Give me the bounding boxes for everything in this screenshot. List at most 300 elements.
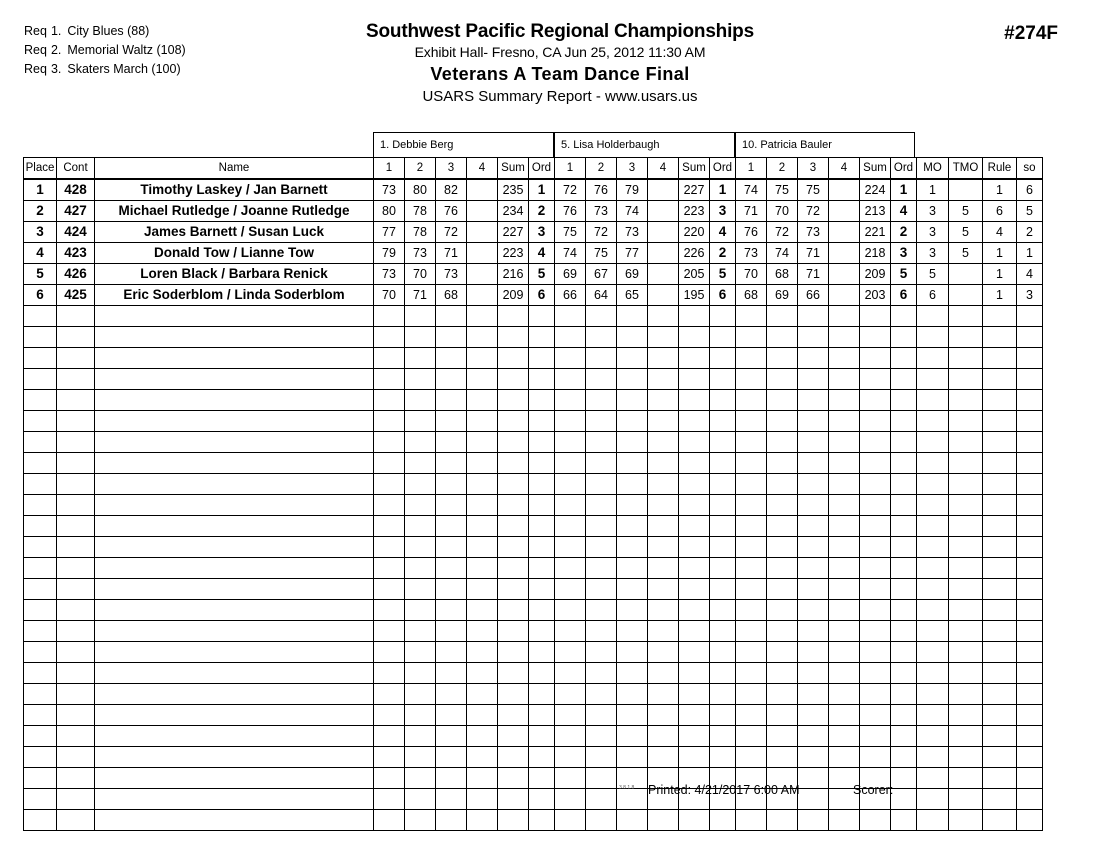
- cell-score[interactable]: [467, 243, 498, 264]
- cell-empty[interactable]: [467, 663, 498, 684]
- cell-empty[interactable]: [498, 495, 529, 516]
- cell-sum[interactable]: 235: [498, 179, 529, 201]
- cell-empty[interactable]: [829, 705, 860, 726]
- cell-empty[interactable]: [917, 390, 949, 411]
- cell-empty[interactable]: [736, 810, 767, 831]
- cell-empty[interactable]: [467, 369, 498, 390]
- cell-rule[interactable]: 4: [983, 222, 1017, 243]
- cell-empty[interactable]: [374, 327, 405, 348]
- cell-empty[interactable]: [679, 621, 710, 642]
- cell-empty[interactable]: [405, 474, 436, 495]
- cell-empty[interactable]: [767, 810, 798, 831]
- cell-empty[interactable]: [95, 495, 374, 516]
- cell-empty[interactable]: [891, 474, 917, 495]
- cell-empty[interactable]: [57, 516, 95, 537]
- cell-empty[interactable]: [798, 747, 829, 768]
- cell-empty[interactable]: [767, 705, 798, 726]
- cell-empty[interactable]: [529, 663, 555, 684]
- cell-empty[interactable]: [1017, 621, 1043, 642]
- cell-empty[interactable]: [24, 600, 57, 621]
- cell-score[interactable]: [829, 285, 860, 306]
- cell-empty[interactable]: [679, 474, 710, 495]
- cell-empty[interactable]: [467, 705, 498, 726]
- cell-empty[interactable]: [586, 453, 617, 474]
- cell-sum[interactable]: 227: [679, 179, 710, 201]
- cell-empty[interactable]: [57, 600, 95, 621]
- cell-empty[interactable]: [917, 810, 949, 831]
- cell-empty[interactable]: [95, 453, 374, 474]
- cell-empty[interactable]: [891, 579, 917, 600]
- cell-empty[interactable]: [617, 453, 648, 474]
- cell-empty[interactable]: [860, 474, 891, 495]
- cell-empty[interactable]: [529, 810, 555, 831]
- cell-empty[interactable]: [617, 600, 648, 621]
- cell-empty[interactable]: [374, 369, 405, 390]
- cell-rule[interactable]: 1: [983, 285, 1017, 306]
- cell-cont[interactable]: 428: [57, 179, 95, 201]
- cell-empty[interactable]: [617, 537, 648, 558]
- cell-empty[interactable]: [798, 474, 829, 495]
- cell-score[interactable]: [829, 243, 860, 264]
- cell-empty[interactable]: [617, 705, 648, 726]
- cell-empty[interactable]: [983, 663, 1017, 684]
- cell-rule[interactable]: 6: [983, 201, 1017, 222]
- cell-empty[interactable]: [374, 537, 405, 558]
- cell-empty[interactable]: [467, 495, 498, 516]
- cell-empty[interactable]: [617, 390, 648, 411]
- cell-empty[interactable]: [1017, 348, 1043, 369]
- cell-empty[interactable]: [917, 516, 949, 537]
- cell-score[interactable]: [648, 243, 679, 264]
- cell-empty[interactable]: [1017, 474, 1043, 495]
- cell-empty[interactable]: [617, 516, 648, 537]
- cell-empty[interactable]: [710, 621, 736, 642]
- cell-empty[interactable]: [586, 474, 617, 495]
- cell-empty[interactable]: [498, 432, 529, 453]
- cell-empty[interactable]: [1017, 684, 1043, 705]
- cell-empty[interactable]: [679, 558, 710, 579]
- cell-empty[interactable]: [949, 747, 983, 768]
- cell-empty[interactable]: [467, 726, 498, 747]
- cell-empty[interactable]: [529, 705, 555, 726]
- cell-empty[interactable]: [710, 747, 736, 768]
- table-row[interactable]: [24, 179, 1043, 201]
- cell-empty[interactable]: [648, 327, 679, 348]
- cell-empty[interactable]: [586, 558, 617, 579]
- cell-empty[interactable]: [1017, 306, 1043, 327]
- cell-empty[interactable]: [555, 684, 586, 705]
- table-row-empty[interactable]: [24, 747, 1043, 768]
- cell-empty[interactable]: [949, 579, 983, 600]
- cell-empty[interactable]: [374, 474, 405, 495]
- cell-name[interactable]: Donald Tow / Lianne Tow: [95, 243, 374, 264]
- cell-empty[interactable]: [767, 474, 798, 495]
- cell-score[interactable]: 75: [798, 179, 829, 201]
- cell-empty[interactable]: [529, 390, 555, 411]
- cell-empty[interactable]: [829, 810, 860, 831]
- cell-empty[interactable]: [529, 747, 555, 768]
- cell-score[interactable]: 72: [798, 201, 829, 222]
- cell-empty[interactable]: [829, 495, 860, 516]
- cell-empty[interactable]: [529, 411, 555, 432]
- cell-empty[interactable]: [983, 705, 1017, 726]
- cell-empty[interactable]: [586, 621, 617, 642]
- cell-empty[interactable]: [798, 432, 829, 453]
- cell-empty[interactable]: [679, 579, 710, 600]
- cell-empty[interactable]: [917, 453, 949, 474]
- cell-empty[interactable]: [798, 516, 829, 537]
- cell-empty[interactable]: [679, 747, 710, 768]
- cell-name[interactable]: James Barnett / Susan Luck: [95, 222, 374, 243]
- cell-empty[interactable]: [467, 390, 498, 411]
- cell-empty[interactable]: [710, 663, 736, 684]
- cell-ord[interactable]: 6: [710, 285, 736, 306]
- cell-empty[interactable]: [498, 474, 529, 495]
- cell-empty[interactable]: [555, 369, 586, 390]
- cell-empty[interactable]: [95, 642, 374, 663]
- cell-empty[interactable]: [436, 726, 467, 747]
- cell-empty[interactable]: [949, 810, 983, 831]
- cell-score[interactable]: 80: [374, 201, 405, 222]
- cell-score[interactable]: 78: [405, 222, 436, 243]
- cell-empty[interactable]: [767, 411, 798, 432]
- table-row-empty[interactable]: [24, 306, 1043, 327]
- cell-empty[interactable]: [1017, 537, 1043, 558]
- cell-empty[interactable]: [949, 705, 983, 726]
- cell-empty[interactable]: [1017, 747, 1043, 768]
- cell-empty[interactable]: [891, 747, 917, 768]
- cell-empty[interactable]: [1017, 810, 1043, 831]
- cell-cont[interactable]: 427: [57, 201, 95, 222]
- cell-empty[interactable]: [95, 663, 374, 684]
- cell-empty[interactable]: [555, 453, 586, 474]
- cell-empty[interactable]: [983, 306, 1017, 327]
- cell-empty[interactable]: [555, 495, 586, 516]
- cell-empty[interactable]: [983, 621, 1017, 642]
- cell-empty[interactable]: [798, 810, 829, 831]
- table-row-empty[interactable]: [24, 390, 1043, 411]
- cell-empty[interactable]: [679, 369, 710, 390]
- cell-empty[interactable]: [949, 663, 983, 684]
- cell-empty[interactable]: [917, 705, 949, 726]
- cell-empty[interactable]: [891, 663, 917, 684]
- cell-empty[interactable]: [736, 348, 767, 369]
- cell-empty[interactable]: [586, 684, 617, 705]
- table-row-empty[interactable]: [24, 516, 1043, 537]
- cell-empty[interactable]: [1017, 726, 1043, 747]
- cell-empty[interactable]: [555, 516, 586, 537]
- cell-score[interactable]: [648, 285, 679, 306]
- cell-empty[interactable]: [95, 369, 374, 390]
- cell-empty[interactable]: [555, 537, 586, 558]
- cell-empty[interactable]: [436, 663, 467, 684]
- cell-empty[interactable]: [736, 579, 767, 600]
- cell-empty[interactable]: [405, 537, 436, 558]
- cell-empty[interactable]: [860, 663, 891, 684]
- cell-empty[interactable]: [860, 369, 891, 390]
- cell-empty[interactable]: [57, 537, 95, 558]
- cell-empty[interactable]: [555, 663, 586, 684]
- cell-empty[interactable]: [829, 411, 860, 432]
- cell-score[interactable]: [467, 264, 498, 285]
- cell-empty[interactable]: [648, 579, 679, 600]
- cell-empty[interactable]: [891, 642, 917, 663]
- cell-empty[interactable]: [917, 747, 949, 768]
- cell-empty[interactable]: [798, 369, 829, 390]
- cell-empty[interactable]: [829, 684, 860, 705]
- cell-empty[interactable]: [57, 306, 95, 327]
- cell-empty[interactable]: [917, 348, 949, 369]
- cell-empty[interactable]: [891, 726, 917, 747]
- cell-empty[interactable]: [983, 558, 1017, 579]
- cell-sum[interactable]: 195: [679, 285, 710, 306]
- cell-score[interactable]: 70: [736, 264, 767, 285]
- cell-empty[interactable]: [917, 327, 949, 348]
- cell-empty[interactable]: [586, 495, 617, 516]
- table-row-empty[interactable]: [24, 474, 1043, 495]
- cell-empty[interactable]: [498, 747, 529, 768]
- cell-score[interactable]: 71: [798, 264, 829, 285]
- cell-empty[interactable]: [648, 474, 679, 495]
- cell-empty[interactable]: [374, 642, 405, 663]
- cell-empty[interactable]: [57, 495, 95, 516]
- cell-ord[interactable]: 3: [710, 201, 736, 222]
- cell-empty[interactable]: [405, 663, 436, 684]
- cell-empty[interactable]: [374, 348, 405, 369]
- cell-empty[interactable]: [57, 327, 95, 348]
- cell-empty[interactable]: [529, 432, 555, 453]
- cell-score[interactable]: 69: [555, 264, 586, 285]
- cell-sum[interactable]: 226: [679, 243, 710, 264]
- cell-sum[interactable]: 224: [860, 179, 891, 201]
- cell-empty[interactable]: [767, 348, 798, 369]
- cell-empty[interactable]: [798, 684, 829, 705]
- cell-empty[interactable]: [891, 684, 917, 705]
- cell-score[interactable]: 73: [736, 243, 767, 264]
- cell-empty[interactable]: [710, 474, 736, 495]
- cell-empty[interactable]: [648, 642, 679, 663]
- cell-empty[interactable]: [949, 495, 983, 516]
- cell-empty[interactable]: [891, 495, 917, 516]
- cell-empty[interactable]: [555, 411, 586, 432]
- cell-empty[interactable]: [829, 327, 860, 348]
- cell-empty[interactable]: [949, 369, 983, 390]
- cell-empty[interactable]: [617, 327, 648, 348]
- cell-empty[interactable]: [555, 474, 586, 495]
- cell-tmo[interactable]: 5: [949, 201, 983, 222]
- cell-empty[interactable]: [710, 810, 736, 831]
- cell-empty[interactable]: [798, 621, 829, 642]
- cell-empty[interactable]: [24, 642, 57, 663]
- cell-empty[interactable]: [798, 306, 829, 327]
- cell-empty[interactable]: [917, 306, 949, 327]
- cell-score[interactable]: 76: [555, 201, 586, 222]
- cell-empty[interactable]: [829, 579, 860, 600]
- cell-empty[interactable]: [917, 621, 949, 642]
- cell-sum[interactable]: 221: [860, 222, 891, 243]
- cell-empty[interactable]: [529, 684, 555, 705]
- cell-empty[interactable]: [949, 537, 983, 558]
- cell-empty[interactable]: [586, 369, 617, 390]
- cell-empty[interactable]: [374, 705, 405, 726]
- cell-empty[interactable]: [736, 642, 767, 663]
- cell-empty[interactable]: [767, 726, 798, 747]
- cell-empty[interactable]: [736, 600, 767, 621]
- cell-empty[interactable]: [498, 600, 529, 621]
- cell-empty[interactable]: [374, 726, 405, 747]
- cell-so[interactable]: 6: [1017, 179, 1043, 201]
- cell-so[interactable]: 4: [1017, 264, 1043, 285]
- cell-empty[interactable]: [767, 600, 798, 621]
- cell-tmo[interactable]: 5: [949, 243, 983, 264]
- cell-empty[interactable]: [860, 495, 891, 516]
- cell-empty[interactable]: [983, 810, 1017, 831]
- cell-score[interactable]: [648, 179, 679, 201]
- cell-empty[interactable]: [648, 621, 679, 642]
- cell-empty[interactable]: [24, 558, 57, 579]
- cell-empty[interactable]: [586, 810, 617, 831]
- cell-empty[interactable]: [24, 327, 57, 348]
- table-row[interactable]: [24, 243, 1043, 264]
- cell-so[interactable]: 3: [1017, 285, 1043, 306]
- cell-empty[interactable]: [648, 411, 679, 432]
- table-row-empty[interactable]: [24, 642, 1043, 663]
- cell-score[interactable]: 71: [798, 243, 829, 264]
- cell-empty[interactable]: [983, 411, 1017, 432]
- cell-ord[interactable]: 2: [891, 222, 917, 243]
- cell-empty[interactable]: [679, 453, 710, 474]
- cell-empty[interactable]: [374, 684, 405, 705]
- cell-score[interactable]: 77: [617, 243, 648, 264]
- cell-sum[interactable]: 220: [679, 222, 710, 243]
- cell-empty[interactable]: [24, 432, 57, 453]
- cell-empty[interactable]: [498, 621, 529, 642]
- cell-so[interactable]: 1: [1017, 243, 1043, 264]
- cell-empty[interactable]: [736, 558, 767, 579]
- cell-empty[interactable]: [949, 411, 983, 432]
- cell-score[interactable]: [467, 285, 498, 306]
- cell-empty[interactable]: [555, 621, 586, 642]
- cell-empty[interactable]: [467, 600, 498, 621]
- cell-empty[interactable]: [710, 453, 736, 474]
- cell-empty[interactable]: [860, 600, 891, 621]
- cell-empty[interactable]: [679, 432, 710, 453]
- cell-score[interactable]: [467, 179, 498, 201]
- cell-empty[interactable]: [829, 348, 860, 369]
- table-row[interactable]: [24, 201, 1043, 222]
- cell-empty[interactable]: [24, 726, 57, 747]
- cell-empty[interactable]: [917, 474, 949, 495]
- cell-empty[interactable]: [648, 537, 679, 558]
- cell-ord[interactable]: 1: [891, 179, 917, 201]
- cell-mo[interactable]: 3: [917, 201, 949, 222]
- cell-score[interactable]: [829, 222, 860, 243]
- cell-empty[interactable]: [736, 390, 767, 411]
- cell-empty[interactable]: [95, 348, 374, 369]
- cell-empty[interactable]: [648, 684, 679, 705]
- cell-empty[interactable]: [586, 516, 617, 537]
- cell-empty[interactable]: [405, 348, 436, 369]
- cell-empty[interactable]: [617, 810, 648, 831]
- cell-empty[interactable]: [949, 327, 983, 348]
- cell-empty[interactable]: [467, 474, 498, 495]
- cell-empty[interactable]: [57, 810, 95, 831]
- cell-score[interactable]: 75: [767, 179, 798, 201]
- cell-empty[interactable]: [498, 663, 529, 684]
- cell-empty[interactable]: [829, 474, 860, 495]
- cell-empty[interactable]: [829, 432, 860, 453]
- cell-empty[interactable]: [736, 684, 767, 705]
- cell-empty[interactable]: [436, 474, 467, 495]
- cell-empty[interactable]: [891, 411, 917, 432]
- cell-score[interactable]: 70: [374, 285, 405, 306]
- cell-empty[interactable]: [374, 516, 405, 537]
- cell-empty[interactable]: [648, 432, 679, 453]
- table-row-empty[interactable]: [24, 726, 1043, 747]
- cell-score[interactable]: 65: [617, 285, 648, 306]
- cell-empty[interactable]: [405, 810, 436, 831]
- cell-sum[interactable]: 205: [679, 264, 710, 285]
- cell-empty[interactable]: [586, 411, 617, 432]
- cell-tmo[interactable]: [949, 285, 983, 306]
- table-row-empty[interactable]: [24, 558, 1043, 579]
- cell-empty[interactable]: [891, 516, 917, 537]
- cell-empty[interactable]: [949, 642, 983, 663]
- cell-score[interactable]: 73: [798, 222, 829, 243]
- cell-empty[interactable]: [983, 537, 1017, 558]
- cell-empty[interactable]: [467, 516, 498, 537]
- cell-empty[interactable]: [860, 684, 891, 705]
- cell-empty[interactable]: [24, 621, 57, 642]
- cell-empty[interactable]: [498, 537, 529, 558]
- cell-empty[interactable]: [436, 747, 467, 768]
- cell-ord[interactable]: 4: [891, 201, 917, 222]
- cell-empty[interactable]: [374, 747, 405, 768]
- cell-score[interactable]: [648, 264, 679, 285]
- cell-empty[interactable]: [529, 600, 555, 621]
- cell-score[interactable]: 66: [555, 285, 586, 306]
- cell-place[interactable]: 4: [24, 243, 57, 264]
- cell-empty[interactable]: [1017, 495, 1043, 516]
- cell-score[interactable]: 75: [586, 243, 617, 264]
- cell-empty[interactable]: [983, 432, 1017, 453]
- cell-empty[interactable]: [710, 306, 736, 327]
- cell-empty[interactable]: [95, 558, 374, 579]
- cell-score[interactable]: 80: [405, 179, 436, 201]
- cell-empty[interactable]: [436, 390, 467, 411]
- cell-empty[interactable]: [405, 705, 436, 726]
- cell-empty[interactable]: [436, 516, 467, 537]
- cell-empty[interactable]: [860, 390, 891, 411]
- cell-empty[interactable]: [498, 327, 529, 348]
- cell-empty[interactable]: [798, 600, 829, 621]
- cell-empty[interactable]: [498, 726, 529, 747]
- table-row-empty[interactable]: [24, 810, 1043, 831]
- cell-empty[interactable]: [736, 432, 767, 453]
- cell-score[interactable]: [829, 179, 860, 201]
- cell-empty[interactable]: [767, 621, 798, 642]
- cell-empty[interactable]: [983, 642, 1017, 663]
- cell-place[interactable]: 1: [24, 179, 57, 201]
- cell-empty[interactable]: [405, 327, 436, 348]
- cell-empty[interactable]: [436, 537, 467, 558]
- cell-empty[interactable]: [891, 810, 917, 831]
- cell-empty[interactable]: [829, 453, 860, 474]
- cell-cont[interactable]: 424: [57, 222, 95, 243]
- cell-empty[interactable]: [648, 726, 679, 747]
- cell-empty[interactable]: [983, 684, 1017, 705]
- cell-empty[interactable]: [498, 684, 529, 705]
